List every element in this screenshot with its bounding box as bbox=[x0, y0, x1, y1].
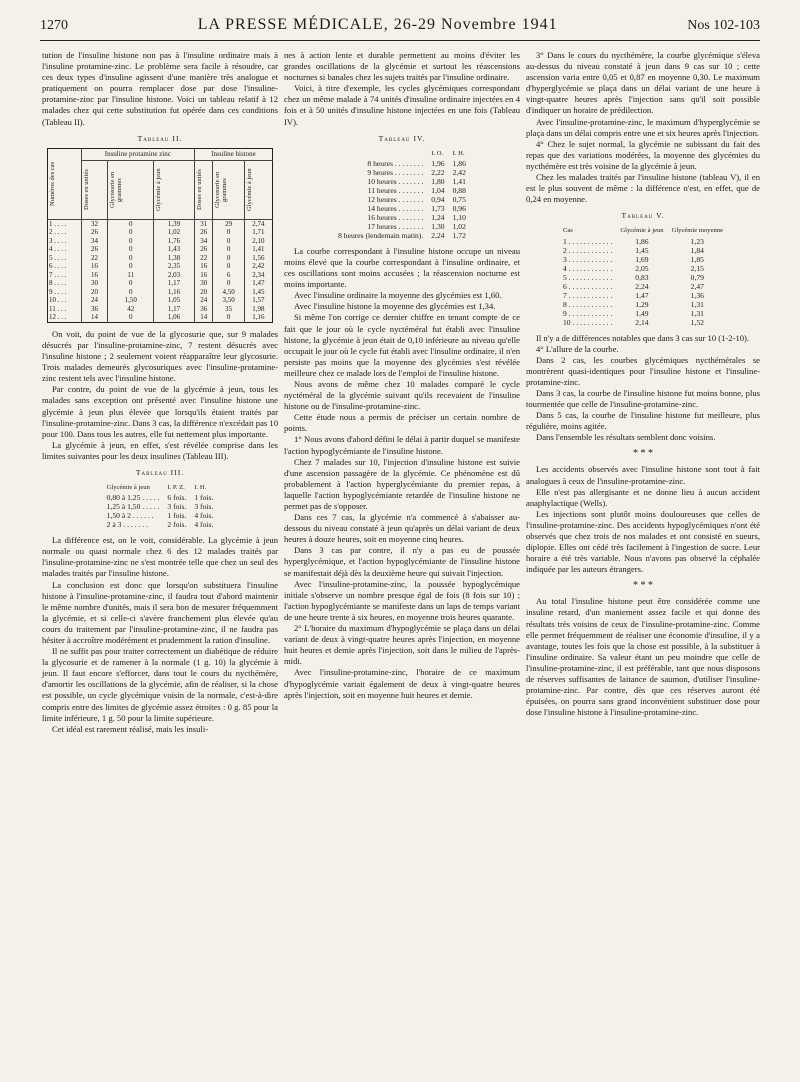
table-cell: 1,71 bbox=[244, 228, 272, 237]
table-cell: 30 bbox=[194, 279, 212, 288]
table-cell: 1,41 bbox=[244, 245, 272, 254]
table-cell: 3 . . . . bbox=[49, 236, 67, 245]
table-cell: 8 heures (lendemain matin). bbox=[338, 230, 424, 240]
paragraph: Cette étude nous a permis de préciser un certain nombre de points. bbox=[284, 412, 520, 434]
table-row bbox=[334, 195, 470, 204]
column-header: I. H. bbox=[194, 484, 207, 492]
table-cell: 4 . . . . bbox=[49, 245, 67, 254]
paragraph: Dans l'ensemble les résultats semblent donc voisins. bbox=[536, 432, 716, 443]
table-cell: 10 . . . bbox=[49, 296, 67, 305]
table-row bbox=[559, 318, 727, 327]
column-header: I. O. bbox=[431, 149, 444, 157]
table-cell: 2,74 bbox=[244, 219, 272, 228]
table-cell: 1,06 bbox=[154, 313, 195, 322]
paragraph: Avec l'insuline-protamine-zinc, le maximum d'hyperglycémie se plaça dans un délai compris entre une et six heures après l'injection. bbox=[526, 116, 760, 138]
column-header: Glycosurie en grammes bbox=[214, 171, 229, 208]
table-cell: 0 bbox=[108, 288, 154, 297]
table-cell: 8 . . . . bbox=[49, 279, 67, 288]
table-cell: 2,24 bbox=[635, 281, 649, 291]
table-cell: 26 bbox=[81, 228, 108, 237]
table-cell: 6 bbox=[213, 271, 244, 280]
table-cell: 2,34 bbox=[244, 271, 272, 280]
table-cell: 1,50 bbox=[108, 296, 154, 305]
table-row bbox=[48, 228, 273, 237]
table-cell: 1,17 bbox=[154, 279, 195, 288]
table-cell: 12 . . . bbox=[49, 313, 67, 322]
column-header: Cas bbox=[562, 227, 573, 235]
table-row bbox=[48, 313, 273, 322]
tableau-3 bbox=[103, 482, 218, 529]
paragraph: 2° L'horaire du maximum d'hypoglycémie se plaça dans un délai variant de deux à vingt-quatre heures après l'injection, en moyenne huit heures et demie après l'injection, soit dans le milieu de l'après-midi. bbox=[284, 623, 520, 667]
table-cell: 24 bbox=[194, 296, 212, 305]
table-cell: 2,14 bbox=[635, 317, 649, 327]
table-cell: 16 heures . . . . . . . bbox=[367, 212, 424, 222]
table-cell: 2,35 bbox=[154, 262, 195, 271]
table-cell: 1,29 bbox=[635, 299, 649, 309]
table-cell: 1,47 bbox=[244, 279, 272, 288]
table-cell: 9 . . . . . . . . . . . . bbox=[562, 308, 613, 318]
table-cell: 0 bbox=[108, 262, 154, 271]
paragraph: Dans 3 cas par contre, il n'y a pas eu de poussée hyperglycémique, et l'action hypoglycémiante de l'insuline histone se manifestait déjà dès la deuxième heure qui suivait l'injection. bbox=[284, 545, 520, 578]
paragraph: Si même l'on corrige ce dernier chiffre en tenant compte de ce fait que le jour où le cycle nyctéméral fut établi avec l'insuline histone, la glycémie à jeun était de 0,10 inférieure au niveau qu'elle occupait le jour où le cycle fut établi avec l'insuline ordinaire, il n'en persiste pas moins que la moyenne des glycémies s'est révélée meilleure chez ce malade lors de l'emploi de l'insuline histone. bbox=[284, 312, 520, 378]
paragraph: Dans 5 cas, la courbe de l'insuline histone fut meilleure, plus régulière, moins agitée. bbox=[526, 410, 760, 432]
table-cell: 26 bbox=[81, 245, 108, 254]
table-cell: 0 bbox=[108, 228, 154, 237]
table-cell: 30 bbox=[81, 279, 108, 288]
table-cell: 1,45 bbox=[635, 245, 649, 255]
table-cell: 1,72 bbox=[452, 230, 466, 240]
table-cell: 2,47 bbox=[690, 281, 704, 291]
table-cell: 10 . . . . . . . . . . . bbox=[562, 317, 613, 327]
table-row bbox=[559, 291, 727, 300]
table-cell: 26 bbox=[194, 228, 212, 237]
table-row bbox=[559, 273, 727, 282]
table-cell: 0 bbox=[108, 254, 154, 263]
table-cell: 3,50 bbox=[213, 296, 244, 305]
table-cell: 1,38 bbox=[154, 254, 195, 263]
table-cell: 1 . . . . . . . . . . . . bbox=[562, 236, 613, 246]
table-row bbox=[103, 520, 218, 529]
table-cell: 32 bbox=[81, 219, 108, 228]
table-body bbox=[48, 219, 273, 322]
table-cell: 0,79 bbox=[690, 272, 704, 282]
paragraph: Voici, à titre d'exemple, les cycles glycémiques correspondant chez un même malade à 74 unités d'insuline ordinaire injectées en 4 fois et à 50 unités d'insuline histone injectées en une fois (Tableau IV). bbox=[284, 83, 520, 127]
table-row bbox=[559, 255, 727, 264]
table-body bbox=[334, 159, 470, 240]
table-cell: 42 bbox=[108, 305, 154, 314]
paragraph: Avec l'insuline-protamine-zinc, la poussée hypoglycémique initiale s'observe un nombre presque égal de fois (8 fois sur 10) ; l'action hypoglycémiante se manifeste dans un laps de temps variant de une heure trente à six heures, en moyenne trois heures quarante. bbox=[284, 578, 520, 622]
table-cell: 4 fois. bbox=[194, 520, 214, 530]
table-cell: 6 . . . . bbox=[49, 262, 67, 271]
tableau-5 bbox=[559, 225, 727, 326]
table-row bbox=[559, 264, 727, 273]
table-cell: 1 fois. bbox=[194, 493, 214, 503]
table-cell: 20 bbox=[194, 288, 212, 297]
table-cell: 2 . . . . bbox=[49, 228, 67, 237]
table-cell: 1,02 bbox=[154, 228, 195, 237]
table-cell: 0,80 à 1,25 . . . . . bbox=[106, 493, 160, 503]
table-cell: 1,86 bbox=[452, 158, 466, 168]
table-cell: 24 bbox=[81, 296, 108, 305]
table-cell: 4 fois. bbox=[194, 511, 214, 521]
paragraph: Chez les malades traités par l'insuline histone (tableau V), il en est le plus souvent de même : la différence n'est, en effet, que de 0,24 en moyenne. bbox=[526, 172, 760, 205]
section-separator: * * * bbox=[633, 580, 653, 592]
paragraph: 1° Nous avons d'abord défini le délai à partir duquel se manifeste l'action hypoglycémiante de l'insuline histone. bbox=[284, 434, 520, 456]
table-cell: 0 bbox=[108, 245, 154, 254]
table-cell: 16 bbox=[194, 262, 212, 271]
column-header: Glycosurie en grammes bbox=[109, 171, 124, 208]
table-body bbox=[103, 493, 218, 529]
table-cell: 2 . . . . . . . . . . . . bbox=[562, 245, 613, 255]
column-2 bbox=[284, 50, 520, 701]
table-row bbox=[48, 279, 273, 288]
table-cell: 3 fois. bbox=[194, 502, 214, 512]
column-header: Doses en unités bbox=[82, 169, 90, 211]
table-cell: 1,43 bbox=[154, 245, 195, 254]
paragraph: Elle n'est pas allergisante et ne donne lieu à aucun accident anaphylactique (Wells). bbox=[526, 486, 760, 508]
table-caption: Tableau V. bbox=[621, 211, 665, 221]
paragraph: Dans 2 cas, les courbes glycémiques nycthémérales se montrèrent quasi-identiques pour l'insuline histone et l'insuline-protamine-zinc. bbox=[526, 354, 760, 387]
table-cell: 11 heures . . . . . . . bbox=[367, 185, 424, 195]
table-row bbox=[559, 237, 727, 246]
paragraph: La conclusion est donc que lorsqu'on substituera l'insuline histone à l'insuline-protamine-zinc, il faudra tout d'abord maintenir le même nombre d'unités, mais il sera bon de mesurer fréquemment la glycémie, et si celle-ci s'avère franchement plus élevée qu'au cours du traitement par l'insuline-protamine-zinc, il ne faudra pas hésiter à accroître modérément et prudemment la ration d'insuline. bbox=[42, 579, 278, 645]
paragraph: Cet idéal est rarement réalisé, mais les insuli- bbox=[52, 723, 209, 734]
table-cell: 10 heures . . . . . . . bbox=[367, 176, 424, 186]
table-cell: 34 bbox=[81, 237, 108, 246]
table-cell: 1,05 bbox=[154, 296, 195, 305]
table-row bbox=[103, 493, 218, 502]
table-cell: 14 bbox=[81, 313, 108, 322]
paragraph: Avec l'insuline-protamine-zinc, l'horaire de ce maximum d'hypoglycémie variait également de deux à vingt-quatre heures après l'injection, soit en moyenne huit heures et demie. bbox=[284, 667, 520, 700]
table-row bbox=[103, 502, 218, 511]
table-cell: 1,16 bbox=[244, 313, 272, 322]
table-cell: 5 . . . . bbox=[49, 253, 67, 262]
table-cell: 14 heures . . . . . . . bbox=[367, 203, 424, 213]
table-cell: 2,15 bbox=[690, 263, 704, 273]
table-row bbox=[559, 282, 727, 291]
table-row bbox=[334, 222, 470, 231]
table-cell: 1,45 bbox=[244, 288, 272, 297]
table-cell: 36 bbox=[81, 305, 108, 314]
column-header: I. P. Z. bbox=[167, 484, 185, 492]
paragraph: 4° Chez le sujet normal, la glycémie ne subissant du fait des repas que des variations modérées, la moyenne des glycémies du nycthémère est très voisine de la glycémie à jeun. bbox=[526, 138, 760, 171]
table-cell: 0 bbox=[108, 237, 154, 246]
table-cell: 0 bbox=[213, 245, 244, 254]
table-cell: 9 heures . . . . . . . . bbox=[367, 167, 424, 177]
tableau-2 bbox=[47, 148, 273, 323]
paragraph: nes à action lente et durable permettent au moins d'éviter les grandes oscillations de la glycémie et surtout les réascensions nocturnes si banales chez les sujets traités par l'insuline ordinaire. bbox=[284, 50, 520, 83]
table-row bbox=[48, 296, 273, 305]
paragraph: On voit, du point de vue de la glycosurie que, sur 9 malades désucrés par l'insuline-protamine-zinc, 7 restent désucrés avec l'insuline histone ; 2 seulement voient réapparaître leur glycosurie. Trois malades demeurés glycosuriques avec l'insuline-protamine-zinc restent tels avec l'insuline histone. bbox=[42, 328, 278, 384]
table-cell: 6 fois. bbox=[167, 493, 187, 503]
table-row bbox=[334, 159, 470, 168]
table-cell: 1,56 bbox=[244, 254, 272, 263]
table-cell: 1,31 bbox=[690, 308, 704, 318]
issue-number: Nos 102-103 bbox=[687, 18, 760, 33]
paragraph: Au total l'insuline histone peut être considérée comme une insuline retard, d'un maniement assez facile et qui donne des résultats très voisins de ceux de l'insuline-protamine-zinc. Comme elle permet fréquemment de réaliser une économie d'insuline, il y a avantage, toutes les fois que la chose est possible, à la substituer à l'insuline ordinaire. Sa valeur étant un peu moindre que celle de l'insuline-protamine-zinc, il est préférable, tant que nous disposons de réserves suffisantes de laitance de saumon, d'utiliser l'insuline-protamine-zinc. Par contre, dès que ces réserves auront été épuisées, on pourra sans grand inconvénient substituer dose pour dose l'insuline histone à l'insuline-protamine-zinc. bbox=[526, 596, 760, 718]
table-cell: 1,85 bbox=[690, 254, 704, 264]
column-header: Numéros des cas bbox=[49, 161, 56, 206]
table-cell: 7 . . . . bbox=[49, 270, 67, 279]
table-row bbox=[48, 237, 273, 246]
table-cell: 0 bbox=[108, 313, 154, 322]
table-row bbox=[48, 254, 273, 263]
table-cell: 1,31 bbox=[690, 299, 704, 309]
paragraph: 4° L'allure de la courbe. bbox=[536, 343, 619, 354]
table-cell: 2,42 bbox=[244, 262, 272, 271]
paragraph: Il ne suffit pas pour traiter correctement un diabétique de réduire la glycosurie et de ramener à la normale (1 g. 10) la glycémie à jeun. Il faut encore s'efforcer, dans tout le cours du nycthémère, d'amortir les oscillations de la glycémie, afin de réaliser, si la chose est possible, un cycle glycémique voisin de la normale, c'est-à-dire compris entre des limites de glycémie assez étroites : 0 g. 85 pour la limite inférieure, 1 g. 50 pour la limite supérieure. bbox=[42, 646, 278, 723]
paragraph: 3° Dans le cours du nycthémère, la courbe glycémique s'éleva au-dessus du niveau constaté à jeun dans 9 cas sur 10 ; cette ascension varia entre 0,05 et 0,87 en moyenne 0,30. Le maximum d'hyperglycémie se plaça dans un délai variant de une heure à vingt-quatre heures après l'injection sans qu'il soit possible d'indiquer un horaire de prédilection. bbox=[526, 50, 760, 116]
table-row bbox=[559, 300, 727, 309]
table-cell: 34 bbox=[194, 237, 212, 246]
column-header: Glycémie à jeun bbox=[106, 484, 150, 492]
table-row bbox=[48, 288, 273, 297]
table-cell: 1,69 bbox=[635, 254, 649, 264]
table-cell: 35 bbox=[213, 305, 244, 314]
table-cell: 1,96 bbox=[431, 158, 445, 168]
table-cell: 14 bbox=[194, 313, 212, 322]
table-cell: 0 bbox=[213, 262, 244, 271]
table-row bbox=[559, 309, 727, 318]
table-cell: 29 bbox=[213, 219, 244, 228]
section-separator: * * * bbox=[633, 448, 653, 460]
table-cell: 0 bbox=[213, 254, 244, 263]
table-cell: 11 bbox=[108, 271, 154, 280]
table-cell: 2,24 bbox=[431, 230, 445, 240]
table-row bbox=[559, 246, 727, 255]
table-cell: 8 heures . . . . . . . . bbox=[367, 158, 424, 168]
paragraph: Avec l'insuline histone la moyenne des glycémies est 1,34. bbox=[294, 301, 496, 312]
table-cell: 1,76 bbox=[154, 237, 195, 246]
paragraph: Il n'y a de différences notables que dans 3 cas sur 10 (1-2-10). bbox=[536, 332, 750, 343]
table-cell: 1,73 bbox=[431, 203, 445, 213]
column-1 bbox=[42, 50, 278, 735]
table-cell: 5 . . . . . . . . . . . . bbox=[562, 272, 613, 282]
table-cell: 0,83 bbox=[635, 272, 649, 282]
table-cell: 4 . . . . . . . . . . . . bbox=[562, 263, 613, 273]
table-cell: 1,10 bbox=[452, 212, 466, 222]
journal-title: LA PRESSE MÉDICALE, 26-29 Novembre 1941 bbox=[197, 16, 558, 33]
column-header: Doses en unités bbox=[195, 169, 203, 211]
table-cell: 7 . . . . . . . . . . . . bbox=[562, 290, 613, 300]
table-cell: 1,17 bbox=[154, 305, 195, 314]
table-cell: 1,24 bbox=[431, 212, 445, 222]
table-cell: 2,05 bbox=[635, 263, 649, 273]
page-header bbox=[40, 16, 760, 40]
table-cell: 0 bbox=[213, 237, 244, 246]
paragraph: Chez 7 malades sur 10, l'injection d'insuline histone est suivie d'une ascension passagère de la glycémie. Ce phénomène est dû probablement à l'action hyperglycémiante du premier repas, à laquelle l'action hypoglycémiante retardée de l'insuline histone ne permet pas de s'opposer. bbox=[284, 456, 520, 511]
table-cell: 0 bbox=[108, 219, 154, 228]
table-cell: 16 bbox=[81, 271, 108, 280]
table-row bbox=[334, 231, 470, 240]
table-cell: 1,16 bbox=[154, 288, 195, 297]
table-cell: 0 bbox=[108, 279, 154, 288]
table-cell: 1,57 bbox=[244, 296, 272, 305]
table-cell: 16 bbox=[194, 271, 212, 280]
table-row bbox=[334, 177, 470, 186]
table-cell: 0,88 bbox=[452, 185, 466, 195]
table-cell: 1,84 bbox=[690, 245, 704, 255]
group-header: Insuline protamine zinc bbox=[81, 148, 194, 160]
table-caption: Tableau II. bbox=[137, 133, 183, 143]
table-cell: 16 bbox=[81, 262, 108, 271]
table-row bbox=[334, 186, 470, 195]
table-cell: 1,86 bbox=[635, 236, 649, 246]
table-cell: 1,52 bbox=[690, 317, 704, 327]
column-header: Glycémie à jeun bbox=[620, 227, 664, 235]
table-cell: 26 bbox=[194, 245, 212, 254]
table-cell: 31 bbox=[194, 219, 212, 228]
table-cell: 8 . . . . . . . . . . . . bbox=[562, 299, 613, 309]
table-cell: 20 bbox=[81, 288, 108, 297]
table-cell: 2 à 3 . . . . . . . bbox=[106, 520, 148, 530]
table-cell: 22 bbox=[194, 254, 212, 263]
table-cell: 1,23 bbox=[690, 236, 704, 246]
column-3 bbox=[526, 50, 760, 718]
table-cell: 9 . . . . bbox=[49, 287, 67, 296]
table-cell: 3 fois. bbox=[167, 502, 187, 512]
table-cell: 0 bbox=[213, 228, 244, 237]
table-row bbox=[334, 204, 470, 213]
table-cell: 0,75 bbox=[452, 194, 466, 204]
table-row bbox=[48, 271, 273, 280]
table-cell: 6 . . . . . . . . . . . . bbox=[562, 281, 613, 291]
table-row bbox=[334, 168, 470, 177]
table-cell: 1,80 bbox=[431, 176, 445, 186]
table-cell: 12 heures . . . . . . . bbox=[367, 194, 424, 204]
table-cell: 1,36 bbox=[690, 290, 704, 300]
table-cell: 17 heures . . . . . . . bbox=[367, 221, 424, 231]
column-header: I. H. bbox=[452, 149, 465, 157]
table-cell: 2,10 bbox=[244, 237, 272, 246]
paragraph: Avec l'insuline ordinaire la moyenne des glycémies est 1,60. bbox=[294, 290, 502, 301]
table-cell: 4,50 bbox=[213, 288, 244, 297]
table-cell: 0,96 bbox=[452, 203, 466, 213]
table-cell: 0 bbox=[213, 279, 244, 288]
header-rule bbox=[40, 40, 760, 41]
paragraph: La courbe correspondant à l'insuline histone occupe un niveau moins élevé que la courbe correspondant à l'insuline ordinaire, et ces oscillations sont moins accusées ; la réascension nocturne est moins importante. bbox=[284, 245, 520, 290]
table-cell: 36 bbox=[194, 305, 212, 314]
table-cell: 1,30 bbox=[431, 221, 445, 231]
table-cell: 11 . . . bbox=[49, 304, 67, 313]
group-header: Insuline histone bbox=[194, 148, 272, 160]
table-cell: 3 . . . . . . . . . . . . bbox=[562, 254, 613, 264]
table-cell: 0,94 bbox=[431, 194, 445, 204]
paragraph: tution de l'insuline histone non pas à l'insuline ordinaire mais à l'insuline protamine-zinc. Le problème sera facile à résoudre, car ces deux types d'insuline agissent d'une manière très analogue et pratiquement on pourra remplacer dose par dose l'insuline-protamine-zinc par l'insuline histone. Voici un tableau relatif à 12 malades chez qui cette substitution fut opérée dans ces conditions (Tableau II). bbox=[42, 50, 278, 127]
paragraph: Dans 3 cas, la courbe de l'insuline histone fut moins bonne, plus tourmentée que celle de l'insuline-protamine-zinc. bbox=[526, 387, 760, 410]
table-body bbox=[559, 237, 727, 327]
table-caption: Tableau III. bbox=[135, 467, 185, 477]
table-row bbox=[48, 305, 273, 314]
paragraph: Les accidents observés avec l'insuline histone sont tout à fait analogues à ceux de l'insuline-protamine-zinc. bbox=[526, 464, 760, 486]
table-cell: 2,03 bbox=[154, 271, 195, 280]
table-caption: Tableau IV. bbox=[378, 133, 426, 143]
table-cell: 1,98 bbox=[244, 305, 272, 314]
table-cell: 22 bbox=[81, 254, 108, 263]
table-cell: 1,50 à 2 . . . . . . bbox=[106, 511, 154, 521]
table-cell: 2 fois. bbox=[167, 520, 187, 530]
table-cell: 1,47 bbox=[635, 290, 649, 300]
table-cell: 0 bbox=[213, 313, 244, 322]
column-header bbox=[334, 148, 427, 159]
table-row bbox=[48, 245, 273, 254]
column-header: Glycémie moyenne bbox=[671, 227, 724, 235]
table-cell: 1,49 bbox=[635, 308, 649, 318]
page-number: 1270 bbox=[40, 18, 68, 33]
paragraph: Par contre, du point de vue de la glycémie à jeun, tous les malades sans exception ont présenté avec l'insuline histone une glycémie à jeun plus élevée que lorsqu'ils étaient traités par l'insuline-protamine-zinc. Dans 3 cas, la différence n'excédait pas 10 pour 100. Dans tous les autres, elle fut nettement plus importante. bbox=[42, 384, 278, 439]
table-row bbox=[103, 511, 218, 520]
table-cell: 2,22 bbox=[431, 167, 445, 177]
table-row bbox=[334, 213, 470, 222]
paragraph: La glycémie à jeun, en effet, s'est révélée comprise dans les limites suivantes pour les deux insulines (Tableau III). bbox=[42, 439, 278, 461]
paragraph: La différence est, on le voit, considérable. La glycémie à jeun normale ou quasi normale chez 6 des 12 malades traités par l'insuline-protamine-zinc ne s'est montrée telle que chez un seul des malades traités par l'insuline histone. bbox=[42, 535, 278, 579]
paragraph: Nous avons de même chez 10 malades comparé le cycle nyctéméral de la glycémie suivant qu'ils recevaient de l'insuline histone ou de l'insuline-protamine-zinc. bbox=[284, 378, 520, 412]
paragraph: Les injections sont plutôt moins douloureuses que celles de l'insuline-protamine-zinc. Des accidents hypoglycémiques n'ont été observés que chez trois de nos malades et ont consisté en sueurs, diplopie. Elles ont cédé très facilement à l'ingestion de sucre. Leur horaire a été très variable. Nous n'avons pas observé la céphalée indiquée par les auteurs étrangers. bbox=[526, 508, 760, 575]
table-cell: 1,25 à 1,50 . . . . . bbox=[106, 502, 160, 512]
table-cell: 1 fois. bbox=[167, 511, 187, 521]
table-cell: 1,02 bbox=[452, 221, 466, 231]
table-cell: 2,42 bbox=[452, 167, 466, 177]
table-cell: 1 . . . . bbox=[49, 219, 67, 228]
table-cell: 1,39 bbox=[154, 219, 195, 228]
table-row bbox=[48, 262, 273, 271]
column-header: Glycémie à jeun bbox=[155, 168, 163, 212]
paragraph: Dans ces 7 cas, la glycémie n'a commencé à s'abaisser au-dessous du niveau constaté à jeun qu'après un délai variant de deux heures à douze heures, soit en moyenne cinq heures. bbox=[284, 512, 520, 545]
table-row bbox=[48, 219, 273, 228]
tableau-4 bbox=[334, 148, 470, 240]
table-cell: 1,04 bbox=[431, 185, 445, 195]
column-header: Glycémie à jeun bbox=[245, 168, 253, 212]
table-cell: 1,41 bbox=[452, 176, 466, 186]
